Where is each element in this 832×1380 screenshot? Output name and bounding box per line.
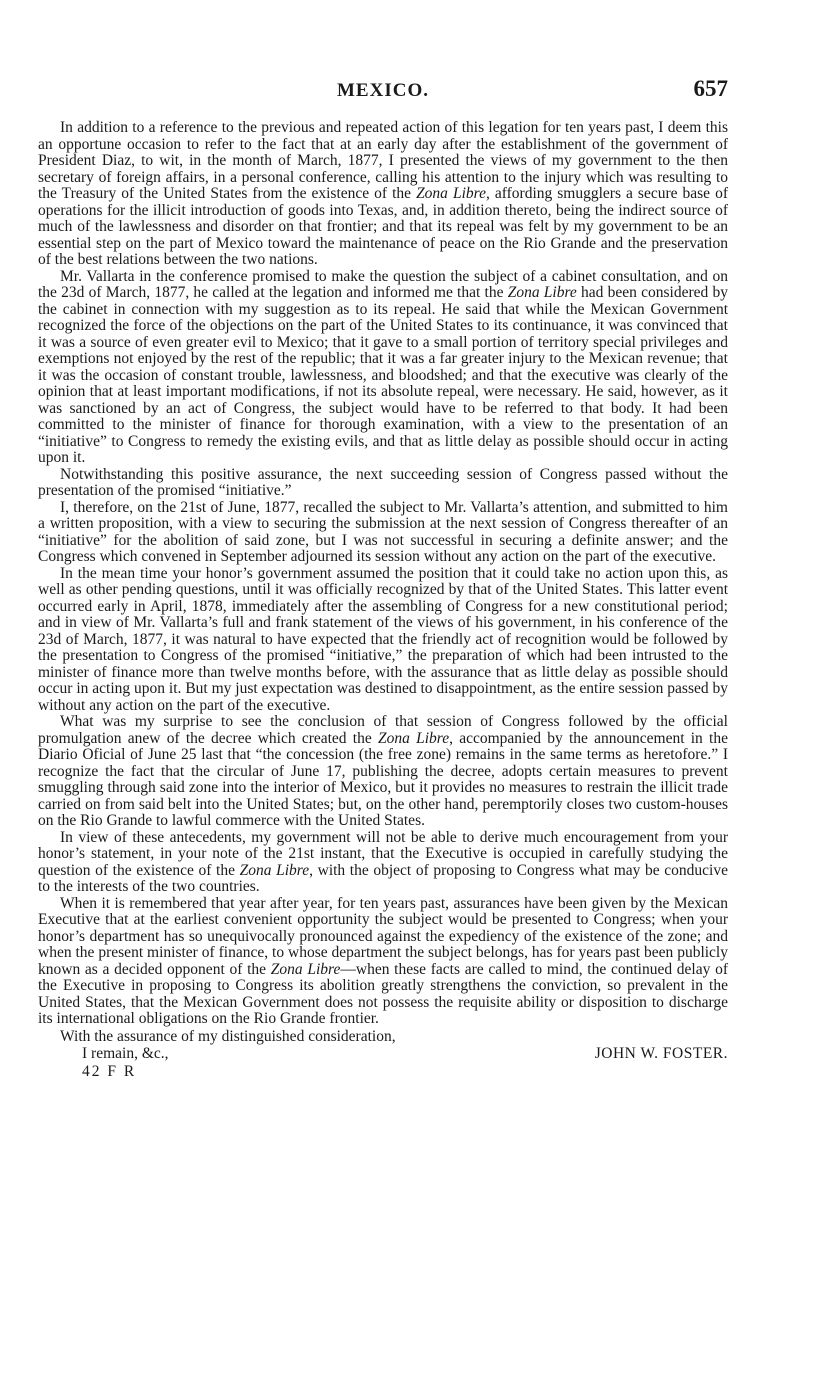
paragraph bbox=[38, 896, 728, 1028]
printer-signature-mark: 42 F R bbox=[82, 1062, 137, 1080]
paragraph bbox=[38, 830, 728, 896]
paragraph bbox=[38, 566, 728, 715]
italic-term: Zona Libre bbox=[239, 861, 310, 879]
text-run: —when these facts are called to mind, the continued delay of the Executive in proposing to Congress its abolition greatly strengthens the conviction, so prevalent in the United States, that the Mexican Government does not possess the requisite ability or disposition to discharge its international obligations on the Rio Grande frontier. bbox=[38, 960, 729, 1027]
italic-term: Zona Libre bbox=[270, 960, 341, 978]
text-run: , affording smugglers a secure base of operations for the illicit introduction of goods into Texas, and, in addition thereto, being the indirect source of much of the lawlessness and disorder on that frontier; and that its repeal was felt by my government to be an essential step on the part of Mexico toward the maintenance of peace on the Rio Grande and the preservation of the best relations between the two nations. bbox=[38, 185, 728, 268]
document-page bbox=[38, 76, 729, 1080]
italic-term: Zona Libre bbox=[507, 284, 577, 301]
text-run: had been considered by the cabinet in connection with my suggestion as to its repeal. He said that while the Mexican Government recognized the force of the objections on the part of the United States to its continuance, it was convinced that it was a source of even greater evil to Mexico; that it gave to a small portion of territory special privileges and exemptions not enjoyed by the rest of the republic; that it was a far greater injury to the Mexican revenue; that it was the occasion of constant trouble, lawlessness, and bloodshed; and that the executive was clearly of the opinion that at least important modifications, if not its absolute repeal, were necessary. He said, however, as it was sanctioned by an act of Congress, the subject would have to be referred to that body. It had been committed to the minister of finance for thorough examination, with a view to the presentation of an “initiative” to Congress to remedy the existing evils, and that as little delay as possible should occur in acting upon it. bbox=[38, 284, 729, 466]
closing-remain: I remain, &c., bbox=[82, 1044, 169, 1062]
text-run: I, therefore, on the 21st of June, 1877, recalled the subject to Mr. Vallarta’s attention, and submitted to him a written proposition, with a view to securing the submission at the next session of Congress thereafter of an “initiative” for the abolition of said zone, but I was not successful in securing a definite answer; and the Congress which convened in September adjourned its session without any action on the part of the executive. bbox=[38, 498, 728, 565]
page-number: 657 bbox=[693, 76, 728, 101]
page-header bbox=[38, 76, 728, 114]
paragraph bbox=[38, 269, 728, 467]
italic-term: Zona Libre bbox=[416, 185, 486, 202]
text-run: , accompanied by the announcement in the Diario Oficial of June 25 last that “the concession (the free zone) remains in the same terms as heretofore.” I recognize the fact that the circular of June 17, publishing the decree, adopts certain measures to prevent smuggling through said zone into the interior of Mexico, but it provides no measures to restrain the illicit trade carried on from said belt into the United States; but, on the other hand, peremptorily closes two custom-houses on the Rio Grande to lawful commerce with the United States. bbox=[38, 729, 728, 829]
text-run: In the mean time your honor’s government assumed the position that it could take no action upon this, as well as other pending questions, until it was officially recognized by that of the United States. This latter event occurred early in April, 1878, immediately after the assembling of Congress for a new constitutional period; and in view of Mr. Vallarta’s full and frank statement of the views of his government, in his conference of the 23d of March, 1877, it was natural to have expected that the friendly act of recognition would be followed by the presentation to Congress of the promised “initiative,” the preparation of which had been intrusted to the minister of finance more than twelve months before, with the assurance that as little delay as possible should occur in acting upon it. But my just expectation was destined to disappointment, as the entire session passed by without any action on the part of the executive. bbox=[38, 564, 728, 714]
running-head: MEXICO. bbox=[337, 80, 429, 101]
paragraph bbox=[38, 500, 728, 566]
paragraph bbox=[38, 120, 728, 269]
text-run: Mr. Vallarta in the conference promised to make the question the subject of a cabinet consultation, and on the 23d of March, 1877, he called at the legation and informed me that the bbox=[38, 267, 728, 301]
letter-body bbox=[38, 120, 728, 1028]
closing-assurance: With the assurance of my distinguished consideration, bbox=[60, 1027, 396, 1045]
italic-term: Zona Libre bbox=[377, 729, 450, 747]
paragraph bbox=[38, 467, 728, 500]
text-run: In addition to a reference to the previous and repeated action of this legation for ten years past, I deem this an opportune occasion to refer to the fact that at an early day after the establishment of the government of President Diaz, to wit, in the month of March, 1877, I presented the views of my government to the then secretary of foreign affairs, in a personal conference, calling his attention to the injury which was resulting to the Treasury of the United States from the existence of the bbox=[38, 119, 728, 202]
text-run: , with the object of proposing to Congress what may be conducive to the interests of the two countries. bbox=[38, 861, 728, 895]
text-run: When it is remembered that year after year, for ten years past, assurances have been given by the Mexican Executive that at the earliest convenient opportunity the subject would be presented to Congress; when your honor’s department has so unequivocally pronounced against the expediency of the existence of the zone; and when the present minister of finance, to whose department the subject belongs, has for years past been publicly known as a decided opponent of the bbox=[38, 894, 728, 978]
text-run: What was my surprise to see the conclusion of that session of Congress followed by the official promulgation anew of the decree which created the bbox=[38, 713, 728, 747]
signature-name: JOHN W. FOSTER. bbox=[594, 1044, 728, 1062]
letter-closing bbox=[38, 1028, 728, 1080]
text-run: In view of these antecedents, my government will not be able to derive much encouragement from your honor’s statement, in your note of the 21st instant, that the Executive is occupied in carefully studying the question of the existence of the bbox=[38, 828, 728, 879]
signature-row bbox=[38, 1045, 728, 1063]
paragraph bbox=[38, 714, 728, 830]
text-run: Notwithstanding this positive assurance, the next succeeding session of Congress passed without the presentation of the promised “initiative.” bbox=[38, 465, 728, 499]
